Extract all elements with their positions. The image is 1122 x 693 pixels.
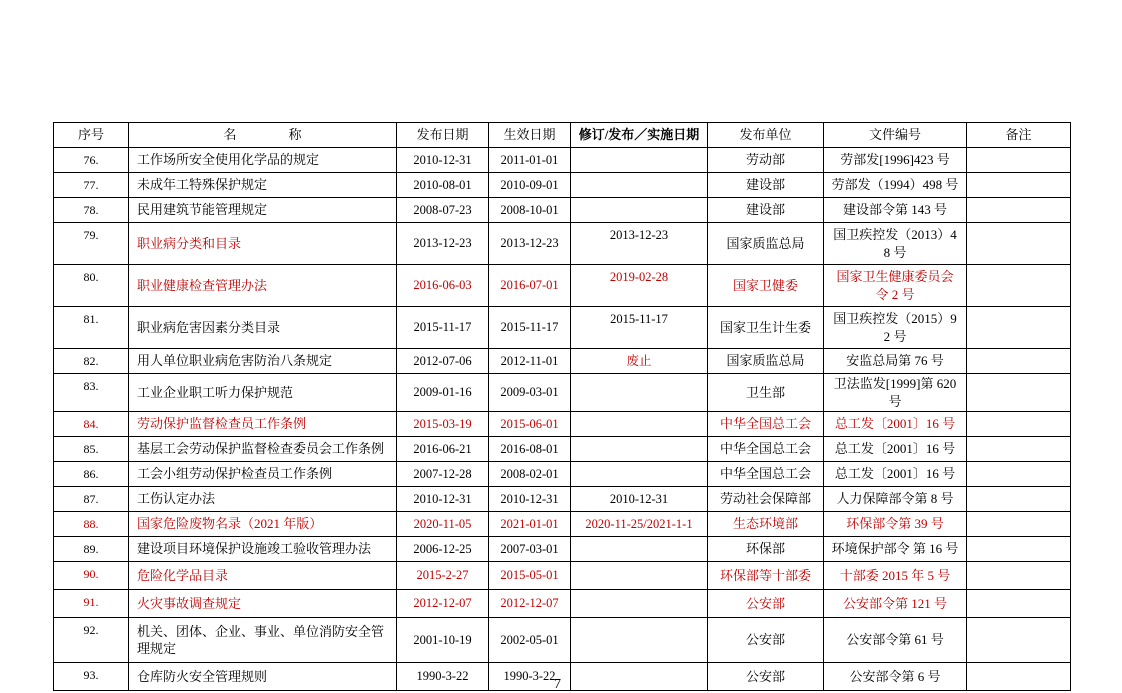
cell-rev bbox=[571, 590, 708, 618]
cell-unit: 卫生部 bbox=[708, 374, 824, 412]
cell-name: 危险化学品目录 bbox=[129, 562, 397, 590]
cell-doc: 公安部令第 6 号 bbox=[824, 663, 967, 691]
cell-note bbox=[967, 148, 1071, 173]
cell-rev: 2019-02-28 bbox=[571, 265, 708, 307]
cell-unit: 建设部 bbox=[708, 173, 824, 198]
cell-no: 80. bbox=[54, 265, 129, 307]
cell-doc: 卫法监发[1999]第 620 号 bbox=[824, 374, 967, 412]
cell-no: 87. bbox=[54, 487, 129, 512]
cell-name: 未成年工特殊保护规定 bbox=[129, 173, 397, 198]
header-effective-date: 生效日期 bbox=[489, 123, 571, 148]
regulations-table bbox=[53, 122, 1071, 691]
cell-rev bbox=[571, 663, 708, 691]
cell-name: 职业病分类和目录 bbox=[129, 223, 397, 265]
cell-unit: 国家卫生计生委 bbox=[708, 307, 824, 349]
cell-eff: 2010-09-01 bbox=[489, 173, 571, 198]
cell-unit: 中华全国总工会 bbox=[708, 437, 824, 462]
table-row bbox=[54, 590, 1071, 618]
cell-no: 89. bbox=[54, 537, 129, 562]
cell-eff: 2021-01-01 bbox=[489, 512, 571, 537]
header-document-number: 文件编号 bbox=[824, 123, 967, 148]
cell-eff: 2010-12-31 bbox=[489, 487, 571, 512]
cell-no: 92. bbox=[54, 618, 129, 663]
cell-name: 工会小组劳动保护检查员工作条例 bbox=[129, 462, 397, 487]
cell-no: 90. bbox=[54, 562, 129, 590]
cell-note bbox=[967, 374, 1071, 412]
cell-unit: 中华全国总工会 bbox=[708, 462, 824, 487]
cell-unit: 建设部 bbox=[708, 198, 824, 223]
table-row bbox=[54, 307, 1071, 349]
cell-name: 民用建筑节能管理规定 bbox=[129, 198, 397, 223]
header-serial-number: 序号 bbox=[54, 123, 129, 148]
table-row bbox=[54, 462, 1071, 487]
cell-doc: 国家卫生健康委员会令 2 号 bbox=[824, 265, 967, 307]
cell-eff: 2015-05-01 bbox=[489, 562, 571, 590]
table-row bbox=[54, 537, 1071, 562]
header-publish-date: 发布日期 bbox=[397, 123, 489, 148]
cell-no: 82. bbox=[54, 349, 129, 374]
cell-name: 火灾事故调查规定 bbox=[129, 590, 397, 618]
cell-rev bbox=[571, 537, 708, 562]
cell-eff: 2016-08-01 bbox=[489, 437, 571, 462]
cell-rev bbox=[571, 562, 708, 590]
cell-pub: 2010-08-01 bbox=[397, 173, 489, 198]
cell-name: 职业健康检查管理办法 bbox=[129, 265, 397, 307]
cell-doc: 人力保障部令第 8 号 bbox=[824, 487, 967, 512]
cell-no: 88. bbox=[54, 512, 129, 537]
cell-pub: 2012-12-07 bbox=[397, 590, 489, 618]
cell-pub: 2016-06-03 bbox=[397, 265, 489, 307]
cell-eff: 2008-02-01 bbox=[489, 462, 571, 487]
cell-pub: 2010-12-31 bbox=[397, 148, 489, 173]
cell-rev bbox=[571, 173, 708, 198]
cell-eff: 2016-07-01 bbox=[489, 265, 571, 307]
cell-no: 77. bbox=[54, 173, 129, 198]
cell-pub: 2012-07-06 bbox=[397, 349, 489, 374]
cell-note bbox=[967, 412, 1071, 437]
cell-name: 仓库防火安全管理规则 bbox=[129, 663, 397, 691]
cell-note bbox=[967, 663, 1071, 691]
cell-rev bbox=[571, 618, 708, 663]
cell-eff: 2013-12-23 bbox=[489, 223, 571, 265]
cell-unit: 国家质监总局 bbox=[708, 223, 824, 265]
cell-name: 基层工会劳动保护监督检查委员会工作条例 bbox=[129, 437, 397, 462]
cell-note bbox=[967, 590, 1071, 618]
cell-doc: 国卫疾控发（2015）92 号 bbox=[824, 307, 967, 349]
cell-note bbox=[967, 223, 1071, 265]
cell-rev: 2020-11-25/2021-1-1 bbox=[571, 512, 708, 537]
table-row bbox=[54, 265, 1071, 307]
table-row bbox=[54, 223, 1071, 265]
table-row bbox=[54, 562, 1071, 590]
cell-note bbox=[967, 562, 1071, 590]
cell-name: 建设项目环境保护设施竣工验收管理办法 bbox=[129, 537, 397, 562]
table-row bbox=[54, 618, 1071, 663]
cell-no: 86. bbox=[54, 462, 129, 487]
cell-pub: 2008-07-23 bbox=[397, 198, 489, 223]
cell-doc: 安监总局第 76 号 bbox=[824, 349, 967, 374]
cell-doc: 环保部令第 39 号 bbox=[824, 512, 967, 537]
table-row bbox=[54, 663, 1071, 691]
cell-name: 机关、团体、企业、事业、单位消防安全管理规定 bbox=[129, 618, 397, 663]
header-revision-date: 修订/发布／实施日期 bbox=[571, 123, 708, 148]
table-row bbox=[54, 512, 1071, 537]
cell-note bbox=[967, 349, 1071, 374]
cell-unit: 环保部等十部委 bbox=[708, 562, 824, 590]
cell-doc: 总工发〔2001〕16 号 bbox=[824, 412, 967, 437]
cell-name: 工作场所安全使用化学品的规定 bbox=[129, 148, 397, 173]
cell-note bbox=[967, 487, 1071, 512]
cell-pub: 2015-03-19 bbox=[397, 412, 489, 437]
table-header-row bbox=[54, 123, 1071, 148]
cell-pub: 2016-06-21 bbox=[397, 437, 489, 462]
cell-name: 用人单位职业病危害防治八条规定 bbox=[129, 349, 397, 374]
table-row bbox=[54, 198, 1071, 223]
cell-eff: 2015-06-01 bbox=[489, 412, 571, 437]
cell-note bbox=[967, 307, 1071, 349]
cell-eff: 2007-03-01 bbox=[489, 537, 571, 562]
cell-note bbox=[967, 198, 1071, 223]
cell-eff: 2008-10-01 bbox=[489, 198, 571, 223]
cell-doc: 公安部令第 61 号 bbox=[824, 618, 967, 663]
cell-rev bbox=[571, 412, 708, 437]
table-row bbox=[54, 349, 1071, 374]
cell-pub: 1990-3-22 bbox=[397, 663, 489, 691]
cell-note bbox=[967, 173, 1071, 198]
cell-no: 76. bbox=[54, 148, 129, 173]
cell-pub: 2015-11-17 bbox=[397, 307, 489, 349]
header-name: 名 称 bbox=[129, 123, 397, 148]
cell-name: 国家危险废物名录（2021 年版） bbox=[129, 512, 397, 537]
cell-pub: 2007-12-28 bbox=[397, 462, 489, 487]
header-remarks: 备注 bbox=[967, 123, 1071, 148]
cell-eff: 1990-3-22 bbox=[489, 663, 571, 691]
cell-unit: 国家卫健委 bbox=[708, 265, 824, 307]
cell-name: 职业病危害因素分类目录 bbox=[129, 307, 397, 349]
cell-unit: 劳动部 bbox=[708, 148, 824, 173]
table-row bbox=[54, 487, 1071, 512]
table-row bbox=[54, 437, 1071, 462]
cell-doc: 公安部令第 121 号 bbox=[824, 590, 967, 618]
cell-doc: 建设部令第 143 号 bbox=[824, 198, 967, 223]
cell-doc: 国卫疾控发（2013）48 号 bbox=[824, 223, 967, 265]
cell-rev bbox=[571, 198, 708, 223]
cell-pub: 2001-10-19 bbox=[397, 618, 489, 663]
table-row bbox=[54, 148, 1071, 173]
cell-doc: 总工发〔2001〕16 号 bbox=[824, 437, 967, 462]
cell-pub: 2010-12-31 bbox=[397, 487, 489, 512]
cell-unit: 公安部 bbox=[708, 590, 824, 618]
cell-doc: 总工发〔2001〕16 号 bbox=[824, 462, 967, 487]
cell-no: 85. bbox=[54, 437, 129, 462]
cell-pub: 2015-2-27 bbox=[397, 562, 489, 590]
cell-note bbox=[967, 437, 1071, 462]
cell-no: 83. bbox=[54, 374, 129, 412]
cell-note bbox=[967, 537, 1071, 562]
cell-rev bbox=[571, 462, 708, 487]
cell-pub: 2013-12-23 bbox=[397, 223, 489, 265]
cell-no: 91. bbox=[54, 590, 129, 618]
cell-no: 93. bbox=[54, 663, 129, 691]
cell-doc: 劳部发[1996]423 号 bbox=[824, 148, 967, 173]
cell-name: 劳动保护监督检查员工作条例 bbox=[129, 412, 397, 437]
cell-rev bbox=[571, 148, 708, 173]
cell-pub: 2009-01-16 bbox=[397, 374, 489, 412]
cell-unit: 环保部 bbox=[708, 537, 824, 562]
cell-note bbox=[967, 462, 1071, 487]
cell-rev: 2010-12-31 bbox=[571, 487, 708, 512]
cell-pub: 2020-11-05 bbox=[397, 512, 489, 537]
cell-rev: 废止 bbox=[571, 349, 708, 374]
cell-eff: 2011-01-01 bbox=[489, 148, 571, 173]
cell-no: 81. bbox=[54, 307, 129, 349]
cell-unit: 生态环境部 bbox=[708, 512, 824, 537]
cell-no: 79. bbox=[54, 223, 129, 265]
table-body bbox=[54, 148, 1071, 691]
cell-doc: 十部委 2015 年 5 号 bbox=[824, 562, 967, 590]
cell-unit: 公安部 bbox=[708, 618, 824, 663]
cell-name: 工业企业职工听力保护规范 bbox=[129, 374, 397, 412]
cell-rev bbox=[571, 374, 708, 412]
cell-unit: 劳动社会保障部 bbox=[708, 487, 824, 512]
cell-note bbox=[967, 512, 1071, 537]
cell-doc: 劳部发（1994）498 号 bbox=[824, 173, 967, 198]
cell-unit: 中华全国总工会 bbox=[708, 412, 824, 437]
page-number: 7 bbox=[554, 677, 561, 692]
cell-eff: 2015-11-17 bbox=[489, 307, 571, 349]
table-row bbox=[54, 374, 1071, 412]
cell-eff: 2012-11-01 bbox=[489, 349, 571, 374]
header-publish-unit: 发布单位 bbox=[708, 123, 824, 148]
cell-rev: 2015-11-17 bbox=[571, 307, 708, 349]
cell-unit: 公安部 bbox=[708, 663, 824, 691]
cell-eff: 2009-03-01 bbox=[489, 374, 571, 412]
cell-pub: 2006-12-25 bbox=[397, 537, 489, 562]
table-row bbox=[54, 173, 1071, 198]
cell-rev bbox=[571, 437, 708, 462]
cell-note bbox=[967, 618, 1071, 663]
cell-eff: 2012-12-07 bbox=[489, 590, 571, 618]
cell-eff: 2002-05-01 bbox=[489, 618, 571, 663]
cell-note bbox=[967, 265, 1071, 307]
cell-unit: 国家质监总局 bbox=[708, 349, 824, 374]
cell-rev: 2013-12-23 bbox=[571, 223, 708, 265]
cell-doc: 环境保护部令 第 16 号 bbox=[824, 537, 967, 562]
table-row bbox=[54, 412, 1071, 437]
cell-no: 84. bbox=[54, 412, 129, 437]
cell-name: 工伤认定办法 bbox=[129, 487, 397, 512]
cell-no: 78. bbox=[54, 198, 129, 223]
